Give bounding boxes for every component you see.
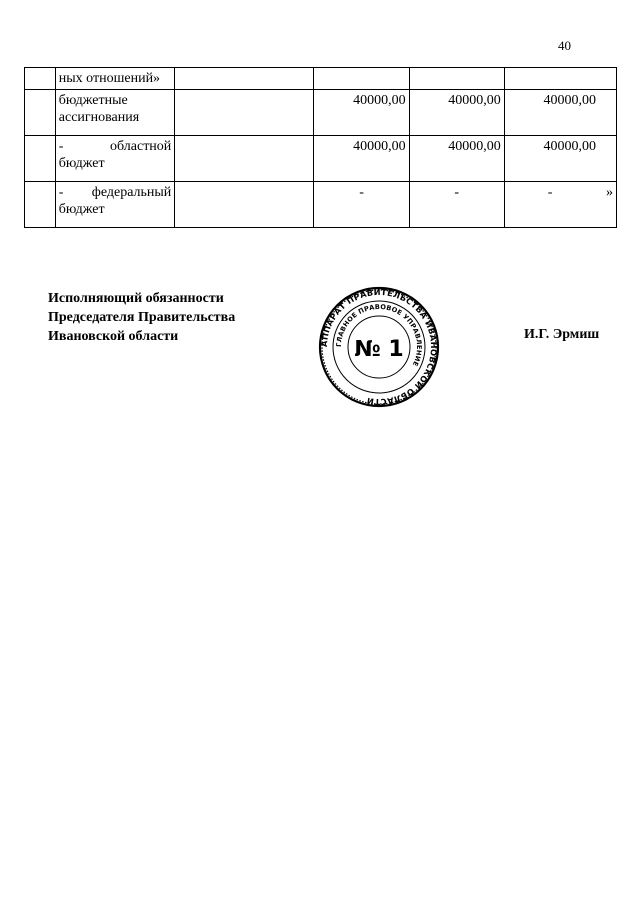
source-cell <box>175 68 314 90</box>
name-word: областной <box>110 139 172 154</box>
name-cell <box>55 68 175 90</box>
budget-table <box>24 67 617 228</box>
table-row <box>25 182 617 228</box>
name-word: федеральный <box>91 185 172 200</box>
stamp-outer-textpath: АППАРАТ ПРАВИТЕЛЬСТВА ИВАНОВСКОЙ ОБЛАСТИ <box>318 286 440 408</box>
number-cell <box>25 136 56 182</box>
name-cell <box>55 136 175 182</box>
table-row <box>25 136 617 182</box>
value-cell: 40000,00 <box>314 136 409 182</box>
name-cell <box>55 182 175 228</box>
value-cell: 40000,00 <box>409 136 504 182</box>
name-prefix: - <box>58 139 64 154</box>
source-cell <box>175 182 314 228</box>
table-row <box>25 90 617 136</box>
table-row <box>25 68 617 90</box>
name-text: бюджет <box>58 156 105 171</box>
signature-block <box>48 289 235 346</box>
value-cell-last <box>504 182 616 228</box>
name-text: бюджет <box>58 202 105 217</box>
signer-title-line: Исполняющий обязанности <box>48 291 224 306</box>
value-cell: 40000,00 <box>504 136 616 182</box>
value-cell <box>314 68 409 90</box>
name-text: ных отношений» <box>58 71 161 86</box>
value-cell <box>409 68 504 90</box>
official-stamp <box>318 286 440 408</box>
stamp-number: № 1 <box>354 337 404 362</box>
name-text: ассигнования <box>58 110 140 125</box>
value-cell: 40000,00 <box>504 90 616 136</box>
number-cell <box>25 182 56 228</box>
source-cell <box>175 90 314 136</box>
name-line <box>59 138 172 155</box>
value-cell: 40000,00 <box>409 90 504 136</box>
closing-quote: » <box>606 185 613 200</box>
dash-value: - <box>547 185 553 200</box>
name-cell <box>55 90 175 136</box>
stamp-inner-textpath: ГЛАВНОЕ ПРАВОВОЕ УПРАВЛЕНИЕ <box>334 302 424 368</box>
page-number: 40 <box>558 38 571 53</box>
signer-title-line: Председателя Правительства <box>48 310 236 325</box>
value-cell: - <box>314 182 409 228</box>
value-cell: 40000,00 <box>314 90 409 136</box>
name-text: бюджетные <box>58 93 128 108</box>
value-cell <box>504 68 616 90</box>
number-cell <box>25 68 56 90</box>
source-cell <box>175 136 314 182</box>
name-line <box>59 184 172 201</box>
signer-title-line: Ивановской области <box>48 329 179 344</box>
dash-with-quote <box>508 184 613 201</box>
number-cell <box>25 90 56 136</box>
name-prefix: - <box>58 185 64 200</box>
value-cell: - <box>409 182 504 228</box>
signer-name: И.Г. Эрмиш <box>524 327 600 342</box>
